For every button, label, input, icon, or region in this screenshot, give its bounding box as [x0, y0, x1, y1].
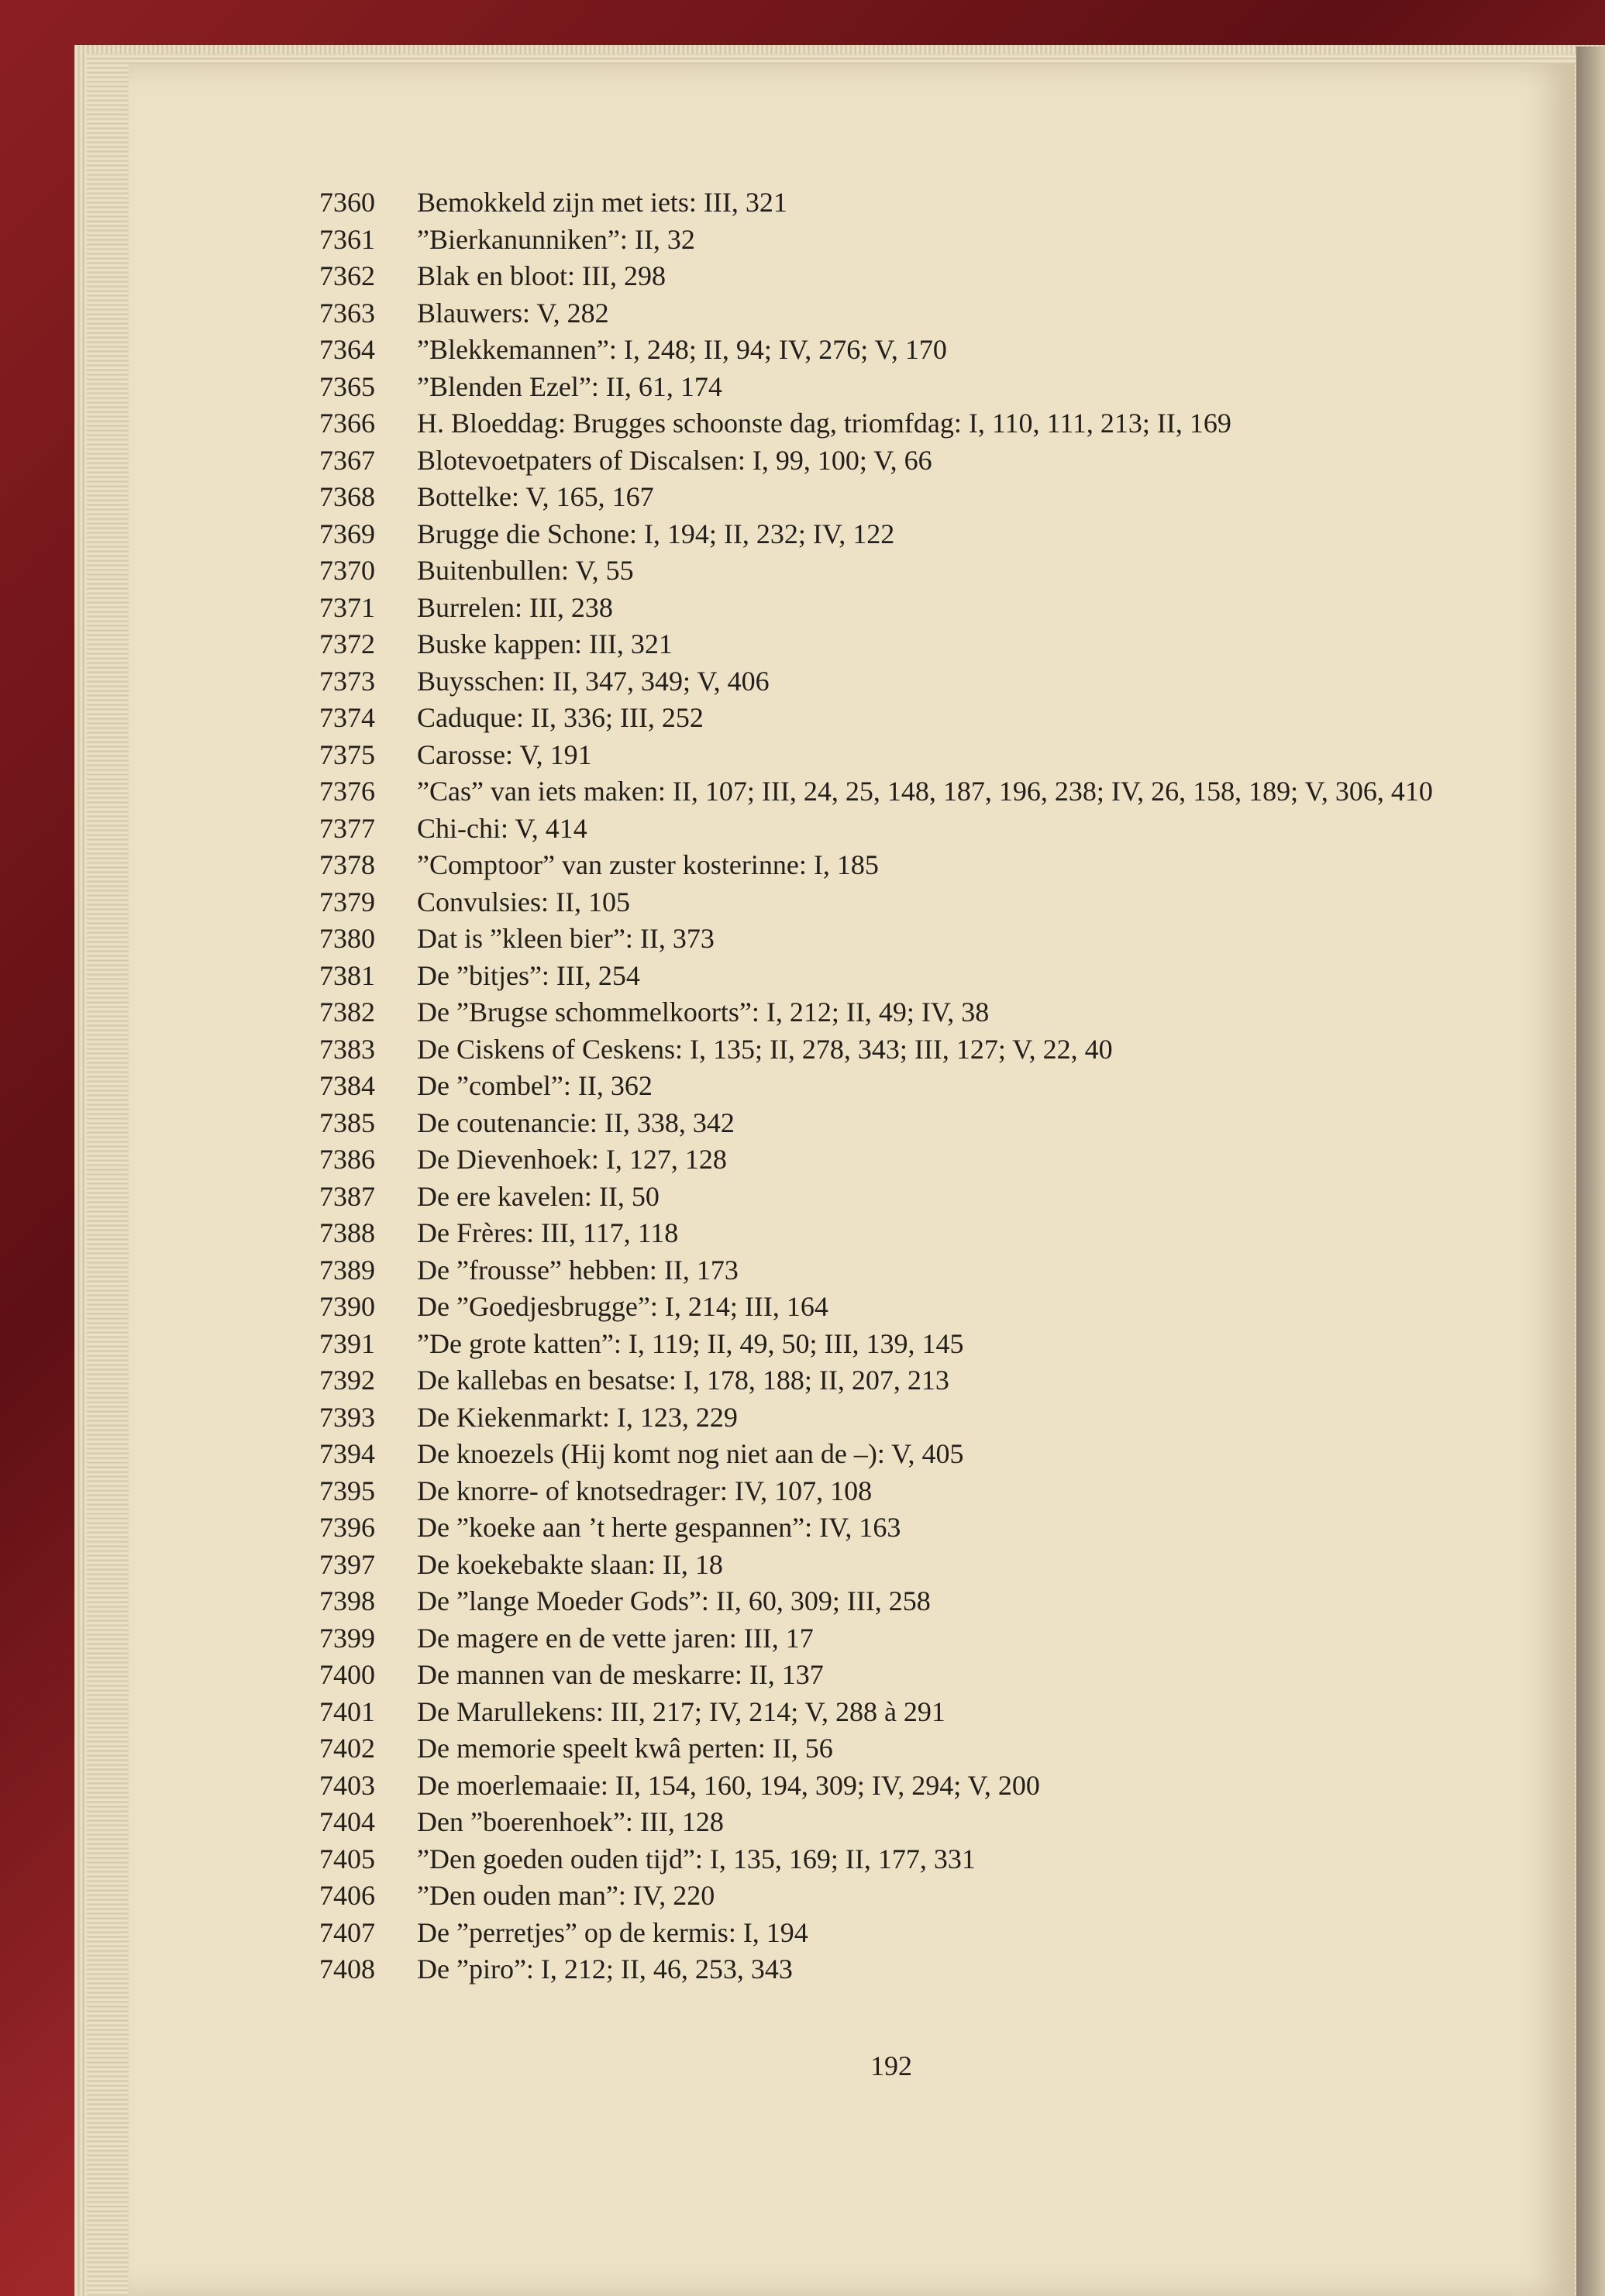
index-entry	[319, 258, 1482, 295]
index-entry	[319, 994, 1482, 1031]
entry-number: 7402	[319, 1733, 375, 1764]
entry-text: Bemokkeld zijn met iets: III, 321	[417, 187, 787, 218]
entry-number: 7386	[319, 1144, 375, 1175]
entry-text: Den ”boerenhoek”: III, 128	[417, 1806, 724, 1837]
index-entry	[319, 626, 1482, 663]
entry-number: 7367	[319, 444, 375, 476]
index-entry	[319, 552, 1482, 590]
entry-number: 7396	[319, 1512, 375, 1543]
entry-number: 7383	[319, 1033, 375, 1065]
index-entry	[319, 1289, 1482, 1326]
entry-number: 7382	[319, 997, 375, 1028]
index-entry	[319, 1915, 1482, 1952]
entry-text: Buysschen: II, 347, 349; V, 406	[417, 665, 770, 697]
entry-text: De knorre- of knotsedrager: IV, 107, 108	[417, 1475, 873, 1506]
entry-number: 7393	[319, 1401, 375, 1433]
entry-text: De ”koeke aan ’t herte gespannen”: IV, 163	[417, 1512, 901, 1543]
index-entry	[319, 1399, 1482, 1437]
index-entry	[319, 1583, 1482, 1620]
entry-number: 7399	[319, 1622, 375, 1654]
entry-number: 7378	[319, 849, 375, 880]
entry-number: 7381	[319, 959, 375, 991]
entry-text: De ”piro”: I, 212; II, 46, 253, 343	[417, 1953, 793, 1984]
entry-text: Buske kappen: III, 321	[417, 628, 673, 659]
entry-number: 7397	[319, 1548, 375, 1580]
page-number: 192	[870, 2050, 912, 2081]
index-entry	[319, 737, 1482, 774]
entry-number: 7389	[319, 1254, 375, 1286]
entry-text: De Frères: III, 117, 118	[417, 1217, 679, 1248]
entry-text: De Kiekenmarkt: I, 123, 229	[417, 1401, 738, 1433]
entry-text: Brugge die Schone: I, 194; II, 232; IV, 122	[417, 518, 895, 549]
index-list	[319, 184, 1482, 1988]
entry-number: 7364	[319, 334, 375, 365]
entry-number: 7374	[319, 702, 375, 733]
entry-text: De ”perretjes” op de kermis: I, 194	[417, 1916, 808, 1948]
index-entry	[319, 1252, 1482, 1289]
index-entry	[319, 442, 1482, 480]
entry-number: 7403	[319, 1769, 375, 1801]
entry-number: 7394	[319, 1438, 375, 1469]
entry-text: De Dievenhoek: I, 127, 128	[417, 1144, 727, 1175]
entry-number: 7361	[319, 223, 375, 255]
entry-text: De Ciskens of Ceskens: I, 135; II, 278, 343; III, 127; V, 22, 40	[417, 1033, 1113, 1065]
index-entry	[319, 479, 1482, 516]
entry-text: Caduque: II, 336; III, 252	[417, 702, 704, 733]
entry-text: H. Bloeddag: Brugges schoonste dag, triomfdag: I, 110, 111, 213; II, 169	[417, 408, 1231, 439]
index-entry	[319, 1215, 1482, 1252]
index-entry	[319, 1473, 1482, 1510]
index-entry	[319, 811, 1482, 848]
index-entry	[319, 773, 1482, 811]
entry-text: De ”Goedjesbrugge”: I, 214; III, 164	[417, 1291, 828, 1322]
entry-number: 7385	[319, 1107, 375, 1138]
entry-text: De ”Brugse schommelkoorts”: I, 212; II, 49; IV, 38	[417, 997, 990, 1028]
entry-number: 7379	[319, 886, 375, 917]
entry-number: 7395	[319, 1475, 375, 1506]
index-entry	[319, 1841, 1482, 1878]
entry-text: ”Comptoor” van zuster kosterinne: I, 185	[417, 849, 879, 880]
entry-text: ”Blekkemannen”: I, 248; II, 94; IV, 276; V, 170	[417, 334, 947, 365]
entry-text: De coutenancie: II, 338, 342	[417, 1107, 735, 1138]
entry-text: De Marullekens: III, 217; IV, 214; V, 288 à 291	[417, 1695, 945, 1727]
index-entry	[319, 1620, 1482, 1657]
entry-text: De ere kavelen: II, 50	[417, 1180, 660, 1212]
entry-text: De kallebas en besatse: I, 178, 188; II, 207, 213	[417, 1365, 949, 1396]
index-entry	[319, 1141, 1482, 1179]
entry-number: 7408	[319, 1953, 375, 1984]
entry-number: 7401	[319, 1695, 375, 1727]
entry-number: 7360	[319, 187, 375, 218]
entry-number: 7400	[319, 1659, 375, 1690]
entry-text: De koekebakte slaan: II, 18	[417, 1548, 723, 1580]
index-entry	[319, 1179, 1482, 1216]
entry-number: 7405	[319, 1843, 375, 1874]
index-entry	[319, 516, 1482, 553]
index-entry	[319, 663, 1482, 701]
entry-text: Buitenbullen: V, 55	[417, 555, 634, 586]
index-entry	[319, 590, 1482, 627]
index-entry	[319, 1657, 1482, 1694]
entry-text: De ”lange Moeder Gods”: II, 60, 309; III, 258	[417, 1585, 931, 1616]
entry-number: 7391	[319, 1327, 375, 1359]
entry-text: ”Bierkanunniken”: II, 32	[417, 223, 695, 255]
entry-number: 7370	[319, 555, 375, 586]
index-entry	[319, 921, 1482, 958]
entry-text: Blauwers: V, 282	[417, 297, 609, 329]
entry-number: 7406	[319, 1880, 375, 1911]
entry-number: 7380	[319, 923, 375, 954]
entry-number: 7377	[319, 812, 375, 844]
entry-number: 7407	[319, 1916, 375, 1948]
entry-number: 7369	[319, 518, 375, 549]
index-entry	[319, 1068, 1482, 1105]
index-entry	[319, 1436, 1482, 1473]
entry-number: 7373	[319, 665, 375, 697]
entry-number: 7392	[319, 1365, 375, 1396]
entry-text: De magere en de vette jaren: III, 17	[417, 1622, 814, 1654]
entry-number: 7390	[319, 1291, 375, 1322]
index-entry	[319, 1362, 1482, 1399]
index-entry	[319, 369, 1482, 406]
entry-text: De ”combel”: II, 362	[417, 1070, 653, 1101]
entry-text: ”Cas” van iets maken: II, 107; III, 24, 25, 148, 187, 196, 238; IV, 26, 158, 189; V, 306, 410	[417, 776, 1433, 807]
entry-number: 7387	[319, 1180, 375, 1212]
index-entry	[319, 1951, 1482, 1988]
entry-number: 7375	[319, 738, 375, 770]
index-entry	[319, 1105, 1482, 1142]
entry-text: Bottelke: V, 165, 167	[417, 481, 654, 512]
entry-number: 7363	[319, 297, 375, 329]
entry-text: ”De grote katten”: I, 119; II, 49, 50; III, 139, 145	[417, 1327, 964, 1359]
index-entry	[319, 1031, 1482, 1069]
index-entry	[319, 1804, 1482, 1841]
entry-number: 7388	[319, 1217, 375, 1248]
index-entry	[319, 958, 1482, 995]
entry-text: ”Blenden Ezel”: II, 61, 174	[417, 370, 722, 402]
index-entry	[319, 405, 1482, 442]
index-entry	[319, 1547, 1482, 1584]
entry-text: Burrelen: III, 238	[417, 591, 613, 623]
entry-text: De knoezels (Hij komt nog niet aan de –): V, 405	[417, 1438, 964, 1469]
entry-number: 7398	[319, 1585, 375, 1616]
index-entry	[319, 295, 1482, 332]
entry-number: 7366	[319, 408, 375, 439]
entry-number: 7404	[319, 1806, 375, 1837]
entry-text: Blotevoetpaters of Discalsen: I, 99, 100; V, 66	[417, 444, 932, 476]
entry-text: Convulsies: II, 105	[417, 886, 630, 917]
entry-text: Chi-chi: V, 414	[417, 812, 587, 844]
index-entry	[319, 700, 1482, 737]
index-entry	[319, 1326, 1482, 1363]
entry-number: 7384	[319, 1070, 375, 1101]
entry-number: 7365	[319, 370, 375, 402]
index-entry	[319, 884, 1482, 921]
entry-text: ”Den ouden man”: IV, 220	[417, 1880, 715, 1911]
entry-number: 7372	[319, 628, 375, 659]
entry-text: Dat is ”kleen bier”: II, 373	[417, 923, 715, 954]
index-entry	[319, 332, 1482, 369]
entry-text: De moerlemaaie: II, 154, 160, 194, 309; IV, 294; V, 200	[417, 1769, 1040, 1801]
entry-text: Blak en bloot: III, 298	[417, 260, 666, 291]
entry-text: De ”bitjes”: III, 254	[417, 959, 640, 991]
index-entry	[319, 184, 1482, 222]
next-page-edge	[1576, 46, 1605, 2296]
index-entry	[319, 222, 1482, 259]
entry-number: 7368	[319, 481, 375, 512]
index-entry	[319, 1768, 1482, 1805]
entry-number: 7376	[319, 776, 375, 807]
entry-text: ”Den goeden ouden tijd”: I, 135, 169; II, 177, 331	[417, 1843, 976, 1874]
index-entry	[319, 1694, 1482, 1731]
index-entry	[319, 847, 1482, 884]
entry-number: 7371	[319, 591, 375, 623]
index-entry	[319, 1878, 1482, 1915]
index-entry	[319, 1509, 1482, 1547]
entry-text: Carosse: V, 191	[417, 738, 592, 770]
entry-text: De memorie speelt kwâ perten: II, 56	[417, 1733, 833, 1764]
entry-text: De ”frousse” hebben: II, 173	[417, 1254, 739, 1286]
entry-text: De mannen van de meskarre: II, 137	[417, 1659, 824, 1690]
index-entry	[319, 1730, 1482, 1768]
entry-number: 7362	[319, 260, 375, 291]
